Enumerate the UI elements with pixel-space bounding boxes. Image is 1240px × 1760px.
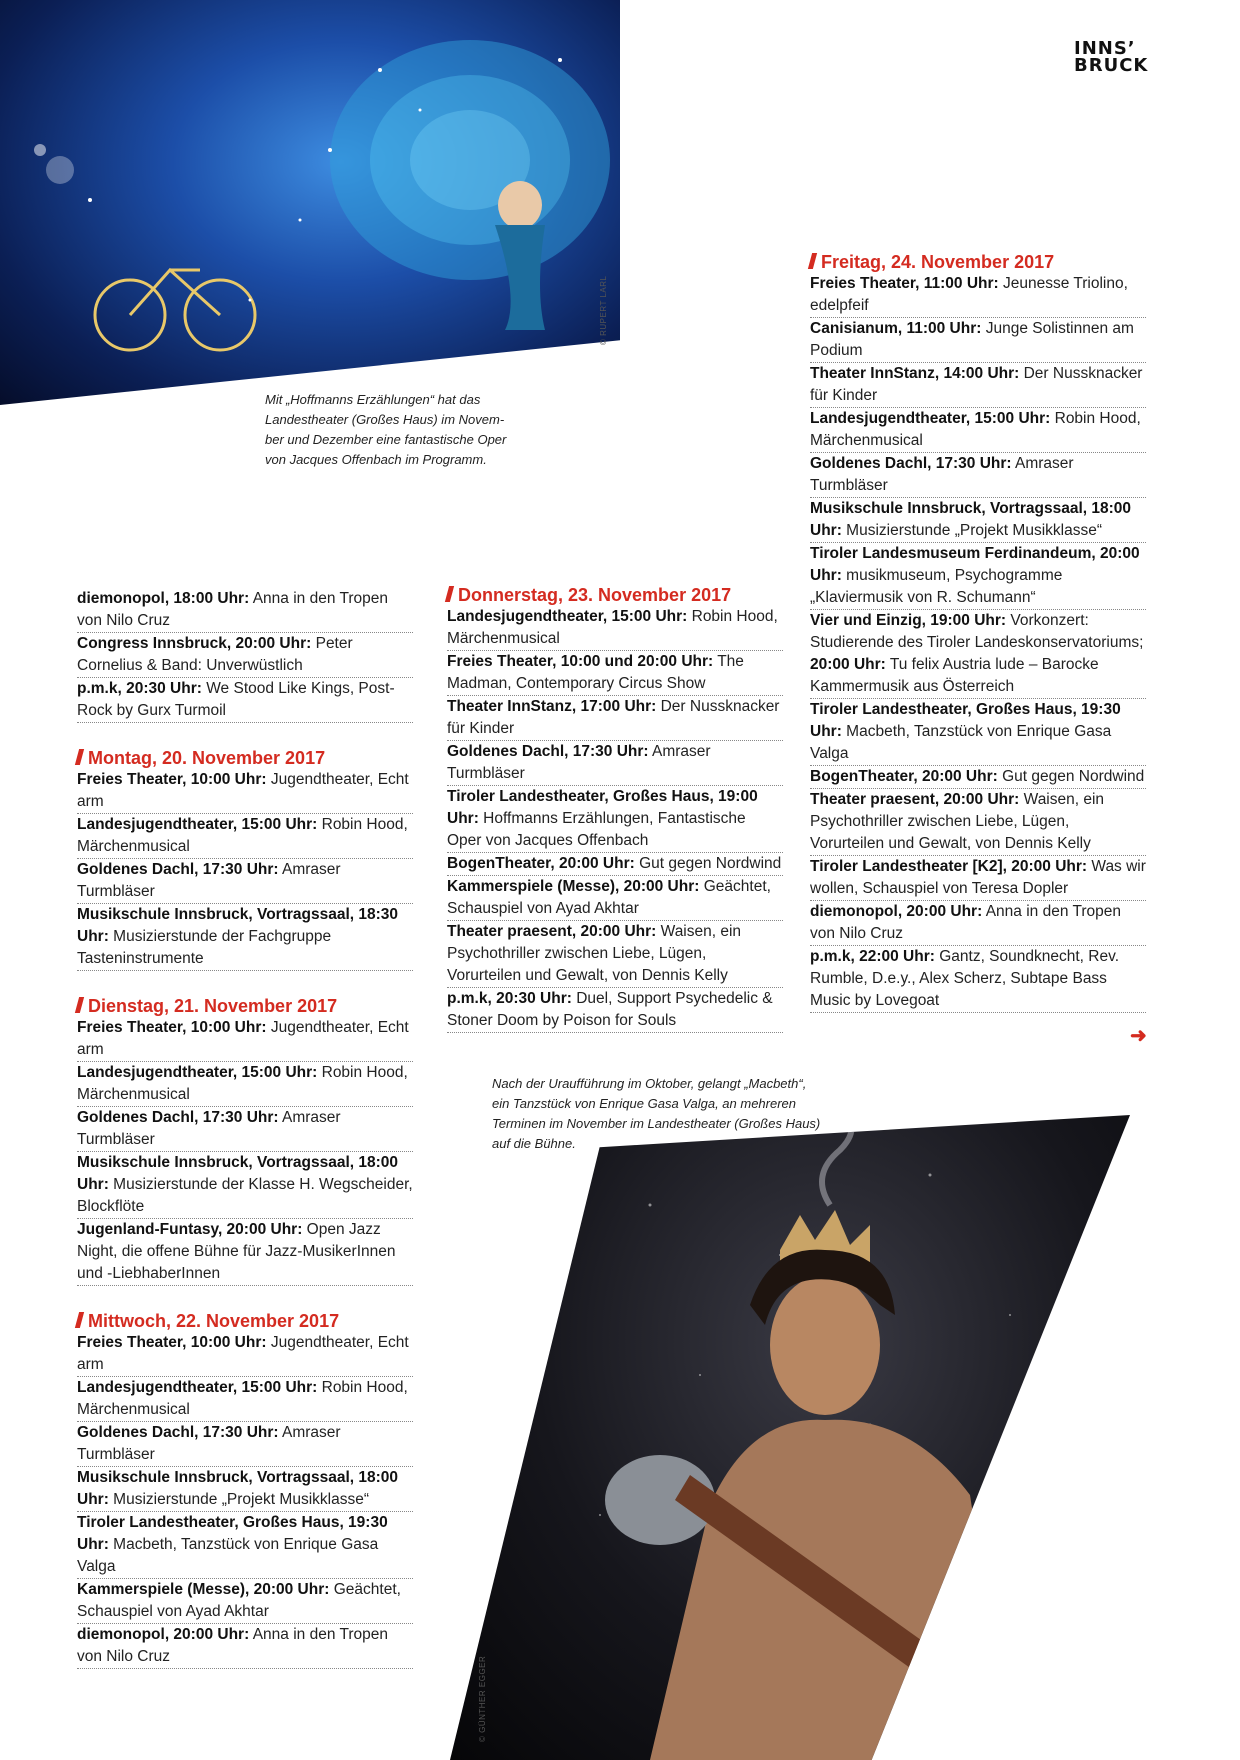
red-bar-icon <box>808 253 817 269</box>
event-entry: Musikschule Innsbruck, Vortragssaal, 18:30 Uhr: Musizierstunde der Fachgruppe Tasteninstrumente <box>77 904 413 971</box>
event-entry: Tiroler Landestheater, Großes Haus, 19:00 Uhr: Hoffmanns Erzählungen, Fantastische Oper von Jacques Offenbach <box>447 786 783 853</box>
event-entry: BogenTheater, 20:00 Uhr: Gut gegen Nordwind <box>810 766 1146 789</box>
caption-top-line: ber und Dezember eine fantastische Oper <box>265 432 507 447</box>
event-entry: Landesjugendtheater, 15:00 Uhr: Robin Hood, Märchenmusical <box>77 814 413 859</box>
event-entry: Tiroler Landesmuseum Ferdinandeum, 20:00 Uhr: musikmuseum, Psychogramme „Klaviermusik von R. Schumann“ <box>810 543 1146 610</box>
event-entry: p.m.k, 20:30 Uhr: Duel, Support Psychedelic & Stoner Doom by Poison for Souls <box>447 988 783 1033</box>
event-entry: BogenTheater, 20:00 Uhr: Gut gegen Nordwind <box>447 853 783 876</box>
caption-bottom-line: Nach der Uraufführung im Oktober, gelangt „Macbeth“, <box>492 1076 807 1091</box>
continue-arrow-icon[interactable]: ➜ <box>1130 1025 1147 1047</box>
innsbruck-logo <box>1074 40 1148 74</box>
event-entry: Tiroler Landestheater [K2], 20:00 Uhr: Was wir wollen, Schauspiel von Teresa Dopler <box>810 856 1146 901</box>
event-entry: Goldenes Dachl, 17:30 Uhr: Amraser Turmbläser <box>77 859 413 904</box>
red-bar-icon <box>445 586 454 602</box>
event-entry: Goldenes Dachl, 17:30 Uhr: Amraser Turmbläser <box>810 453 1146 498</box>
event-entry: Landesjugendtheater, 15:00 Uhr: Robin Hood, Märchenmusical <box>77 1062 413 1107</box>
event-entry: Freies Theater, 10:00 und 20:00 Uhr: The Madman, Contemporary Circus Show <box>447 651 783 696</box>
event-entry: Musikschule Innsbruck, Vortragssaal, 18:00 Uhr: Musizierstunde „Projekt Musikklasse“ <box>77 1467 413 1512</box>
red-bar-icon <box>75 997 84 1013</box>
caption-bottom-line: ein Tanzstück von Enrique Gasa Valga, an mehreren <box>492 1096 796 1111</box>
event-entry: Canisianum, 11:00 Uhr: Junge Solistinnen am Podium <box>810 318 1146 363</box>
event-entry: diemonopol, 18:00 Uhr: Anna in den Tropen von Nilo Cruz <box>77 588 413 633</box>
event-entry: Freies Theater, 10:00 Uhr: Jugendtheater, Echt arm <box>77 1017 413 1062</box>
caption-top-line: Landestheater (Großes Haus) im Novem- <box>265 412 505 427</box>
event-entry: Tiroler Landestheater, Großes Haus, 19:30 Uhr: Macbeth, Tanzstück von Enrique Gasa Valga <box>77 1512 413 1579</box>
event-entry: Landesjugendtheater, 15:00 Uhr: Robin Hood, Märchenmusical <box>77 1377 413 1422</box>
day-heading-tuesday: Dienstag, 21. November 2017 <box>77 995 413 1017</box>
macbeth-illustration <box>450 1115 1130 1760</box>
red-bar-icon <box>75 1312 84 1328</box>
red-bar-icon <box>75 749 84 765</box>
event-entry: diemonopol, 20:00 Uhr: Anna in den Tropen von Nilo Cruz <box>810 901 1146 946</box>
event-entry: Freies Theater, 10:00 Uhr: Jugendtheater, Echt arm <box>77 1332 413 1377</box>
event-entry: Vier und Einzig, 19:00 Uhr: Vorkonzert: Studierende des Tiroler Landeskonservatoriums; 20:00 Uhr: Tu felix Austria lude – Barocke Kammermusik aus Österreich <box>810 610 1146 699</box>
event-entry: Theater InnStanz, 17:00 Uhr: Der Nussknacker für Kinder <box>447 696 783 741</box>
caption-top-line: Mit „Hoffmanns Erzählungen“ hat das <box>265 392 481 407</box>
day-heading-monday: Montag, 20. November 2017 <box>77 747 413 769</box>
event-entry: Theater praesent, 20:00 Uhr: Waisen, ein Psychothriller zwischen Liebe, Lügen, Vorurteilen und Gewalt, von Dennis Kelly <box>810 789 1146 856</box>
event-entry: Tiroler Landestheater, Großes Haus, 19:30 Uhr: Macbeth, Tanzstück von Enrique Gasa Valga <box>810 699 1146 766</box>
events-column-3 <box>810 251 1146 1013</box>
event-entry: Freies Theater, 11:00 Uhr: Jeunesse Triolino, edelpfeif <box>810 273 1146 318</box>
event-entry: Theater praesent, 20:00 Uhr: Waisen, ein Psychothriller zwischen Liebe, Lügen, Vorurteilen und Gewalt, von Dennis Kelly <box>447 921 783 988</box>
event-entry: p.m.k, 20:30 Uhr: We Stood Like Kings, Post-Rock by Gurx Turmoil <box>77 678 413 723</box>
event-entry: Goldenes Dachl, 17:30 Uhr: Amraser Turmbläser <box>77 1422 413 1467</box>
photo-credit-top: © RUPERT LARL <box>599 275 608 345</box>
performer-head <box>498 181 542 229</box>
event-entry: Kammerspiele (Messe), 20:00 Uhr: Geächtet, Schauspiel von Ayad Akhtar <box>77 1579 413 1624</box>
event-entry: Landesjugendtheater, 15:00 Uhr: Robin Hood, Märchenmusical <box>810 408 1146 453</box>
peacock-fan <box>330 40 610 280</box>
actor-face <box>770 1275 880 1415</box>
event-entry: Landesjugendtheater, 15:00 Uhr: Robin Hood, Märchenmusical <box>447 606 783 651</box>
performer-dress <box>495 225 545 330</box>
event-entry: Freies Theater, 10:00 Uhr: Jugendtheater, Echt arm <box>77 769 413 814</box>
caption-bottom-line: Terminen im November im Landestheater (Großes Haus) <box>492 1116 821 1131</box>
logo-line-2: BRUCK <box>1074 55 1149 76</box>
event-entry: Jugenland-Funtasy, 20:00 Uhr: Open Jazz Night, die offene Bühne für Jazz-MusikerInnen und -LiebhaberInnen <box>77 1219 413 1286</box>
event-entry: Kammerspiele (Messe), 20:00 Uhr: Geächtet, Schauspiel von Ayad Akhtar <box>447 876 783 921</box>
caption-bottom-line: auf die Bühne. <box>492 1136 576 1151</box>
photo-credit-bottom: © GÜNTHER EGGER <box>478 1655 487 1742</box>
smoke <box>822 1115 851 1205</box>
event-entry: Musikschule Innsbruck, Vortragssaal, 18:00 Uhr: Musizierstunde „Projekt Musikklasse“ <box>810 498 1146 543</box>
events-column-1 <box>77 588 413 1669</box>
event-entry: Goldenes Dachl, 17:30 Uhr: Amraser Turmbläser <box>77 1107 413 1152</box>
day-heading-wednesday: Mittwoch, 22. November 2017 <box>77 1310 413 1332</box>
event-entry: Goldenes Dachl, 17:30 Uhr: Amraser Turmbläser <box>447 741 783 786</box>
opera-stage-photo <box>0 0 620 405</box>
logo-line-1: INNS’ <box>1074 38 1136 59</box>
day-heading-thursday: Donnerstag, 23. November 2017 <box>447 584 783 606</box>
event-entry: p.m.k, 22:00 Uhr: Gantz, Soundknecht, Rev. Rumble, D.e.y., Alex Scherz, Subtape Bass Music by Lovegoat <box>810 946 1146 1013</box>
events-column-2 <box>447 584 783 1033</box>
caption-top <box>265 390 506 470</box>
event-entry: Theater InnStanz, 14:00 Uhr: Der Nussknacker für Kinder <box>810 363 1146 408</box>
event-entry: Congress Innsbruck, 20:00 Uhr: Peter Cornelius & Band: Unverwüstlich <box>77 633 413 678</box>
opera-stage-illustration <box>0 0 620 405</box>
day-heading-friday: Freitag, 24. November 2017 <box>810 251 1146 273</box>
caption-top-line: von Jacques Offenbach im Programm. <box>265 452 487 467</box>
event-entry: Musikschule Innsbruck, Vortragssaal, 18:00 Uhr: Musizierstunde der Klasse H. Wegscheider, Blockflöte <box>77 1152 413 1219</box>
macbeth-photo <box>450 1115 1130 1760</box>
event-entry: diemonopol, 20:00 Uhr: Anna in den Tropen von Nilo Cruz <box>77 1624 413 1669</box>
bicycle <box>95 270 255 350</box>
